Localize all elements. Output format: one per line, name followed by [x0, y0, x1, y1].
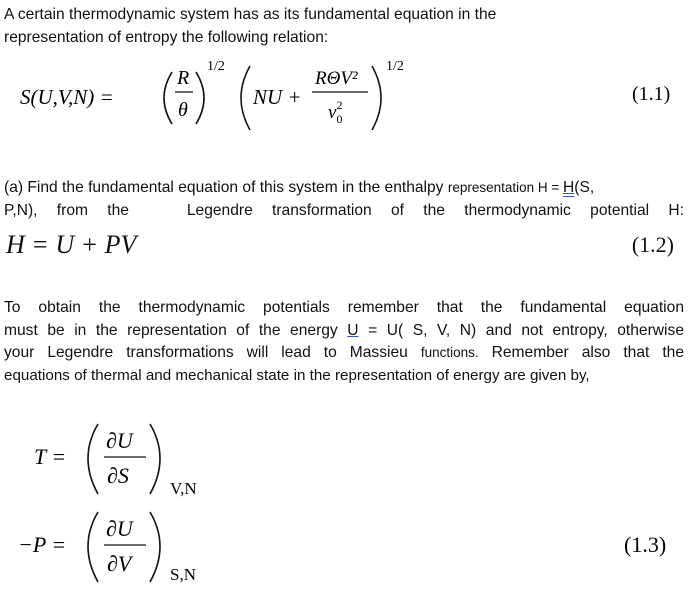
eq3-dV: ∂V	[107, 551, 132, 576]
eq2-expression: H = U + PV	[6, 230, 137, 259]
equation-1-2	[6, 230, 686, 266]
eq3-negP: −P =	[18, 532, 67, 557]
eq3-number: (1.3)	[624, 532, 667, 557]
eq1-NU: NU +	[253, 85, 302, 109]
equation-1-1	[0, 54, 691, 134]
eq1-right-paren-1	[196, 72, 204, 124]
eq3-dU-1: ∂U	[106, 428, 133, 453]
para-line-3: your Legendre transformations will lead to Massieu functions. Remember also that the	[4, 344, 684, 361]
para-line-1: To obtain the thermodynamic potentials remember that the fundamental equation	[4, 299, 684, 316]
intro-line-2: representation of entropy the following relation:	[4, 28, 329, 46]
eq3-T: T =	[34, 444, 67, 469]
instruction-paragraph	[4, 297, 684, 387]
eq3-right-paren-2	[150, 512, 160, 582]
eq1-left-paren-1	[164, 72, 172, 124]
part-a-line-1: (a) Find the fundamental equation of this system in the enthalpy representation H = H(S,	[4, 179, 595, 196]
intro-line-1: A certain thermodynamic system has as its fundamental equation in the	[4, 6, 497, 23]
eq1-denominator-2: $v^2$ 0	[328, 98, 343, 126]
eq3-left-paren-1	[88, 424, 98, 494]
eq3-dU-2: ∂U	[106, 516, 133, 541]
part-a-paragraph	[4, 177, 684, 222]
part-a-line-2: P,N), from the Legendre transformation of the thermodynamic potential H:	[4, 201, 684, 219]
eq3-right-paren-1	[150, 424, 160, 494]
eq3-subscript-2: S,N	[170, 565, 196, 584]
eq3-subscript-1: V,N	[170, 479, 197, 498]
eq1-exponent-1: 1/2	[207, 59, 225, 74]
eq3-dS: ∂S	[107, 463, 129, 488]
eq1-lhs: S(U,V,N) =	[20, 85, 114, 109]
intro-paragraph	[4, 4, 684, 49]
eq1-right-paren-2	[372, 66, 381, 130]
equation-1-3	[0, 418, 691, 598]
para-line-2: must be in the representation of the energy U = U( S, V, N) and not entropy, otherwise	[4, 321, 684, 339]
eq3-left-paren-2	[88, 512, 98, 582]
eq1-R: R	[177, 67, 190, 89]
eq1-number: (1.1)	[632, 83, 671, 105]
eq1-left-paren-2	[241, 66, 250, 130]
eq1-exponent-2: 1/2	[386, 59, 404, 74]
para-line-4: equations of thermal and mechanical state in the representation of energy are given by,	[4, 366, 590, 384]
eq1-theta: θ	[178, 99, 188, 121]
eq2-number: (1.2)	[631, 232, 674, 257]
eq1-numerator-2: RΘV²	[315, 68, 358, 89]
